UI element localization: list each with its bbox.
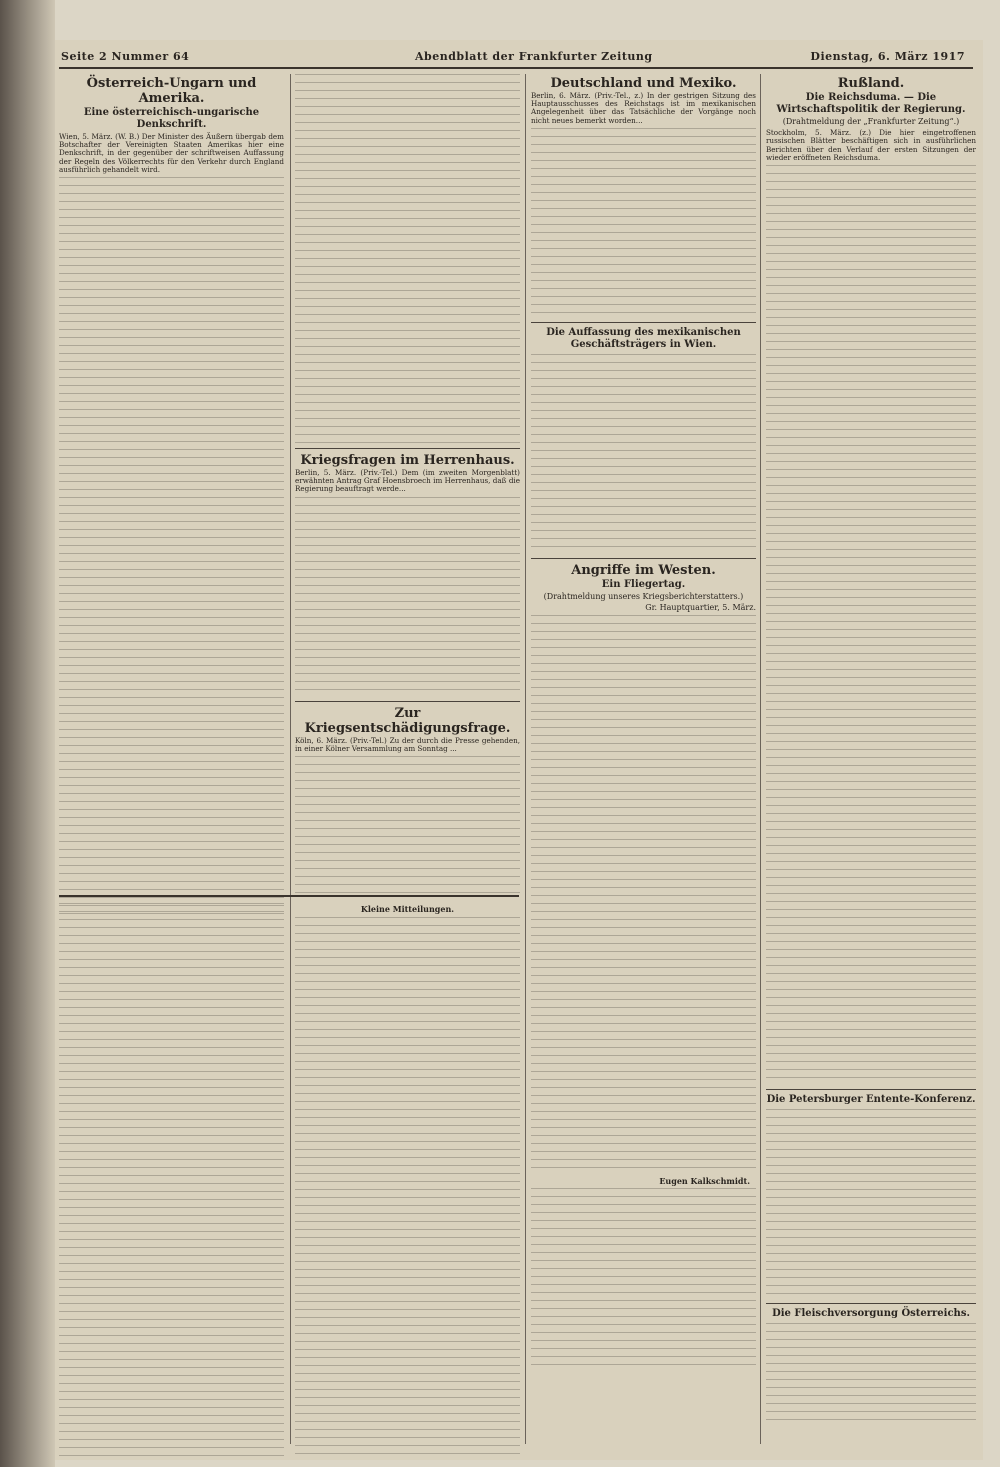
column-rule	[760, 74, 761, 1444]
page-header	[55, 50, 983, 66]
article-lead: Stockholm, 5. März. (z.) Die hier eingetroffenen russischen Blätter beschäftigen sich in ausführlichen Berichten über den Verlauf der ersten Sitzungen der wieder eröffneten Reichsduma.	[766, 128, 976, 162]
column-rule	[525, 74, 526, 1444]
article-body	[766, 1109, 976, 1299]
article-headline: Die Auffassung des mexikanischen Geschäftsträgers in Wien.	[546, 326, 741, 350]
article-body	[531, 1188, 756, 1368]
article-body	[531, 354, 756, 554]
article-headline: Angriffe im Westen.	[571, 562, 716, 578]
newspaper-page	[55, 40, 983, 1460]
page-number: Seite 2 Nummer 64	[61, 50, 190, 63]
article-headline: Kriegsfragen im Herrenhaus.	[300, 453, 515, 468]
article-lead: Wien, 5. März. (W. B.) Der Minister des Äußern übergab dem Botschafter der Vereinigten Staaten Amerikas hier eine Denkschrift, in der gegenüber der schriftweisen Auffassung der Regeln des Völkerrechts für den Verkehr durch England ausführlich gehandelt wird.	[59, 132, 284, 174]
article-headline: Österreich-Ungarn und Amerika.	[86, 76, 257, 106]
article-body	[59, 177, 284, 917]
header-rule	[59, 67, 973, 69]
section-rule	[295, 448, 520, 449]
article-subhead: Ein Fliegertag.	[601, 578, 686, 590]
column-rule	[290, 74, 291, 1444]
article-body	[295, 756, 520, 896]
section-rule	[295, 701, 520, 702]
article-body	[766, 1323, 976, 1423]
article-body	[531, 128, 756, 318]
article-body	[295, 497, 520, 697]
column-4	[766, 74, 976, 1423]
section-rule	[766, 1089, 976, 1090]
column-1	[59, 74, 284, 917]
article-subhead: Eine österreichisch-ungarische Denkschrift.	[83, 107, 260, 130]
section-rule	[766, 1303, 976, 1304]
author-signature: Eugen Kalkschmidt.	[659, 1176, 750, 1187]
article-source: (Drahtmeldung unseres Kriegsberichterstatters.)	[543, 591, 744, 601]
article-subhead: Die Reichsduma. — Die Wirtschaftspolitik der Regierung.	[776, 92, 966, 115]
masthead: Abendblatt der Frankfurter Zeitung	[415, 50, 653, 63]
column-3	[531, 74, 756, 1368]
feuilleton-section	[59, 895, 519, 914]
notices-body	[295, 917, 520, 1457]
feuilleton-text	[59, 903, 284, 1458]
article-source: (Drahtmeldung der „Frankfurter Zeitung“.)	[782, 117, 960, 126]
article-lead: Köln, 6. März. (Priv.-Tel.) Zu der durch die Presse gehenden, in einer Kölner Versammlung am Sonntag ...	[295, 735, 520, 753]
notices-block	[295, 903, 520, 1457]
notices-heading: Kleine Mitteilungen.	[360, 904, 455, 914]
article-lead: Berlin, 5. März. (Priv.-Tel.) Dem (im zweiten Morgenblatt) erwähnten Antrag Graf Hoensbroech im Herrenhaus, daß die Regierung beauftragt werde...	[295, 468, 520, 494]
section-rule	[531, 558, 756, 559]
article-body	[766, 165, 976, 1085]
article-headline: Die Petersburger Entente-Konferenz.	[766, 1094, 976, 1106]
article-body	[295, 74, 520, 444]
article-lead: Berlin, 6. März. (Priv.-Tel., z.) In der gestrigen Sitzung des Hauptausschusses des Reichstags ist im mexikanischen Angelegenheit über das Tatsächliche der Vorgänge noch nicht neues bemerkt worden...	[531, 91, 756, 125]
article-dateline: Gr. Hauptquartier, 5. März.	[645, 603, 756, 613]
column-2	[295, 74, 520, 896]
article-headline: Die Fleischversorgung Österreichs.	[772, 1308, 970, 1320]
article-headline: Zur Kriegsentschädigungsfrage.	[304, 705, 511, 736]
article-headline: Deutschland und Mexiko.	[550, 76, 737, 91]
section-rule	[531, 322, 756, 323]
article-headline: Rußland.	[837, 76, 905, 91]
article-body	[531, 615, 756, 1175]
binding-spine	[0, 0, 55, 1467]
issue-date: Dienstag, 6. März 1917	[810, 50, 965, 63]
